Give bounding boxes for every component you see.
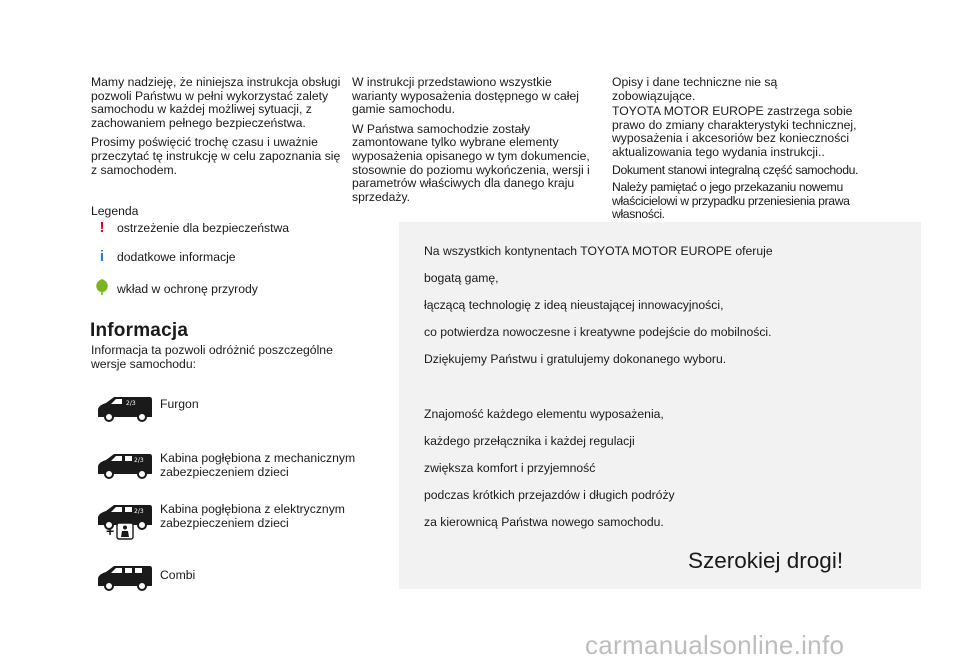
welcome-line: Na wszystkich kontynentach TOYOTA MOTOR EUROPE oferuje — [424, 244, 773, 258]
version-label-cab-mechanical: Kabina pogłębiona z mechanicznym zabezpieczeniem dzieci — [160, 451, 356, 479]
welcome-line: bogatą gamę, — [424, 271, 499, 285]
van-cab-icon — [96, 452, 154, 480]
welcome-line: Znajomość każdego elementu wyposażenia, — [424, 407, 664, 421]
warning-icon: ! — [99, 219, 105, 236]
legend-item-environment — [93, 278, 258, 299]
intro-paragraph-4: W Państwa samochodzie zostały zamontowane tylko wybrane elementy wyposażenia opisanego w tym dokumencie, stosownie do poziomu wykończenia, wersji i parametrów właściwych dla danego kraju sprzedaży. — [352, 121, 590, 204]
closing-greeting: Szerokiej drogi! — [688, 548, 844, 573]
legend-item-info — [93, 250, 236, 264]
van-combi-icon — [96, 564, 154, 592]
legend-title: Legenda — [91, 204, 139, 218]
intro-paragraph-8: Należy pamiętać o jego przekazaniu nowemu właścicielowi w przypadku przeniesienia prawa własności. — [612, 180, 850, 222]
version-row-cab-mechanical — [96, 452, 360, 480]
info-icon: i — [99, 248, 105, 265]
version-row-cab-electric — [96, 503, 360, 531]
svg-text:2/3: 2/3 — [134, 457, 144, 464]
intro-paragraph-6: TOYOTA MOTOR EUROPE zastrzega sobie prawo do zmiany charakterystyki technicznej, wyposażenia i akcesoriów bez konieczności aktualizowania tego wydania instrukcji.. — [612, 104, 857, 159]
welcome-line: łączącą technologię z ideą nieustającej innowacyjności, — [424, 298, 724, 312]
section-heading: Informacja — [90, 320, 189, 341]
legend-item-warning — [93, 221, 289, 235]
welcome-line: zwiększa komfort i przyjemność — [424, 461, 596, 475]
legend-label-warning: ostrzeżenie dla bezpieczeństwa — [117, 221, 290, 235]
svg-text:2/3: 2/3 — [126, 400, 136, 407]
plus-sign: + — [106, 523, 115, 539]
intro-column-1 — [91, 76, 341, 183]
intro-paragraph-5: Opisy i dane techniczne nie są zobowiązujące. — [612, 75, 778, 103]
leaf-icon — [93, 278, 111, 299]
welcome-line: za kierownicą Państwa nowego samochodu. — [424, 515, 664, 529]
intro-column-2 — [352, 76, 592, 210]
intro-paragraph-3: W instrukcji przedstawiono wszystkie warianty wyposażenia dostępnego w całej gamie samochodu. — [352, 75, 579, 117]
svg-text:2/3: 2/3 — [134, 508, 144, 515]
section-intro: Informacja ta pozwoli odróżnić poszczególne wersje samochodu: — [91, 343, 333, 371]
intro-paragraph-1: Mamy nadzieję, że niniejsza instrukcja obsługi pozwoli Państwu w pełni wykorzystać zalety samochodu w każdej możliwej sytuacji, z zachowaniem pełnego bezpieczeństwa. — [91, 75, 341, 130]
intro-paragraph-2: Prosimy poświęcić trochę czasu i uważnie przeczytać tę instrukcję w celu zapoznania się z samochodem. — [91, 135, 341, 177]
legend-label-info: dodatkowe informacje — [117, 250, 236, 264]
version-row-furgon — [96, 395, 360, 423]
version-label-cab-electric: Kabina pogłębiona z elektrycznym zabezpieczeniem dzieci — [160, 502, 345, 530]
legend-label-environment: wkład w ochronę przyrody — [117, 281, 258, 296]
electric-child-lock-indicator — [106, 522, 134, 540]
welcome-line: co potwierdza nowoczesne i kreatywne podejście do mobilności. — [424, 325, 772, 339]
welcome-line: Dziękujemy Państwu i gratulujemy dokonanego wyboru. — [424, 352, 727, 366]
child-lock-icon — [116, 522, 134, 540]
version-row-combi — [96, 564, 360, 592]
van-icon — [96, 395, 154, 423]
welcome-line: podczas krótkich przejazdów i długich podróży — [424, 488, 675, 502]
version-label-combi: Combi — [160, 568, 196, 582]
intro-column-3 — [612, 76, 862, 228]
welcome-line: każdego przełącznika i każdej regulacji — [424, 434, 635, 448]
intro-paragraph-7: Dokument stanowi integralną część samochodu. — [612, 162, 859, 177]
version-label-furgon: Furgon — [160, 397, 199, 411]
watermark: carmanualsonline.info — [585, 630, 845, 660]
